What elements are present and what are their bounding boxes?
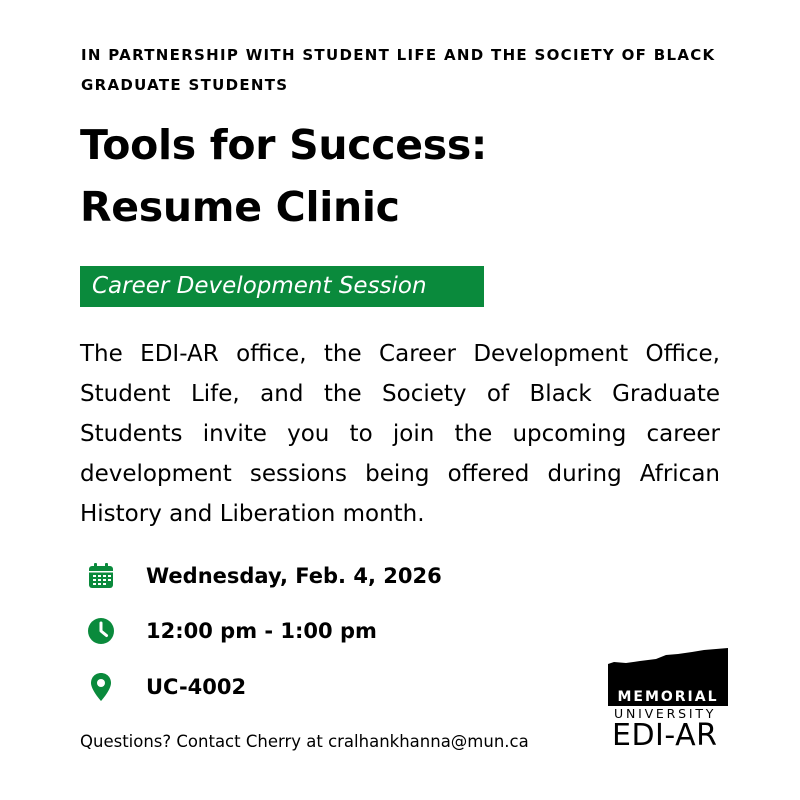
location-pin-icon	[86, 672, 116, 702]
event-time-text: 12:00 pm - 1:00 pm	[146, 619, 377, 643]
partnership-eyebrow: IN PARTNERSHIP WITH STUDENT LIFE AND THE SOCIETY OF BLACK GRADUATE STUDENTS	[81, 46, 716, 94]
title-line-2: Resume Clinic	[80, 183, 400, 231]
cliff-silhouette-icon	[604, 646, 730, 690]
mun-edi-ar-logo	[604, 646, 730, 754]
event-location-text: UC-4002	[146, 675, 247, 699]
logo-university: UNIVERSITY	[614, 706, 717, 721]
event-time	[86, 614, 377, 648]
title-line-1: Tools for Success:	[80, 121, 488, 169]
contact-line: Questions? Contact Cherry at cralhankhanna@mun.ca	[80, 732, 529, 751]
clock-icon	[86, 616, 116, 646]
page-title	[80, 114, 740, 238]
event-date	[86, 559, 442, 593]
event-date-text: Wednesday, Feb. 4, 2026	[146, 564, 442, 588]
logo-memorial: MEMORIAL	[608, 688, 728, 706]
logo-edi-ar: EDI-AR	[612, 718, 718, 753]
event-location	[86, 670, 247, 704]
session-type-banner: Career Development Session	[80, 266, 484, 307]
calendar-icon	[86, 561, 116, 591]
intro-paragraph: The EDI-AR office, the Career Development Office, Student Life, and the Society of Black Graduate Students invite you to join the upcoming career development sessions being offered during African History and Liberation month.	[80, 341, 720, 527]
